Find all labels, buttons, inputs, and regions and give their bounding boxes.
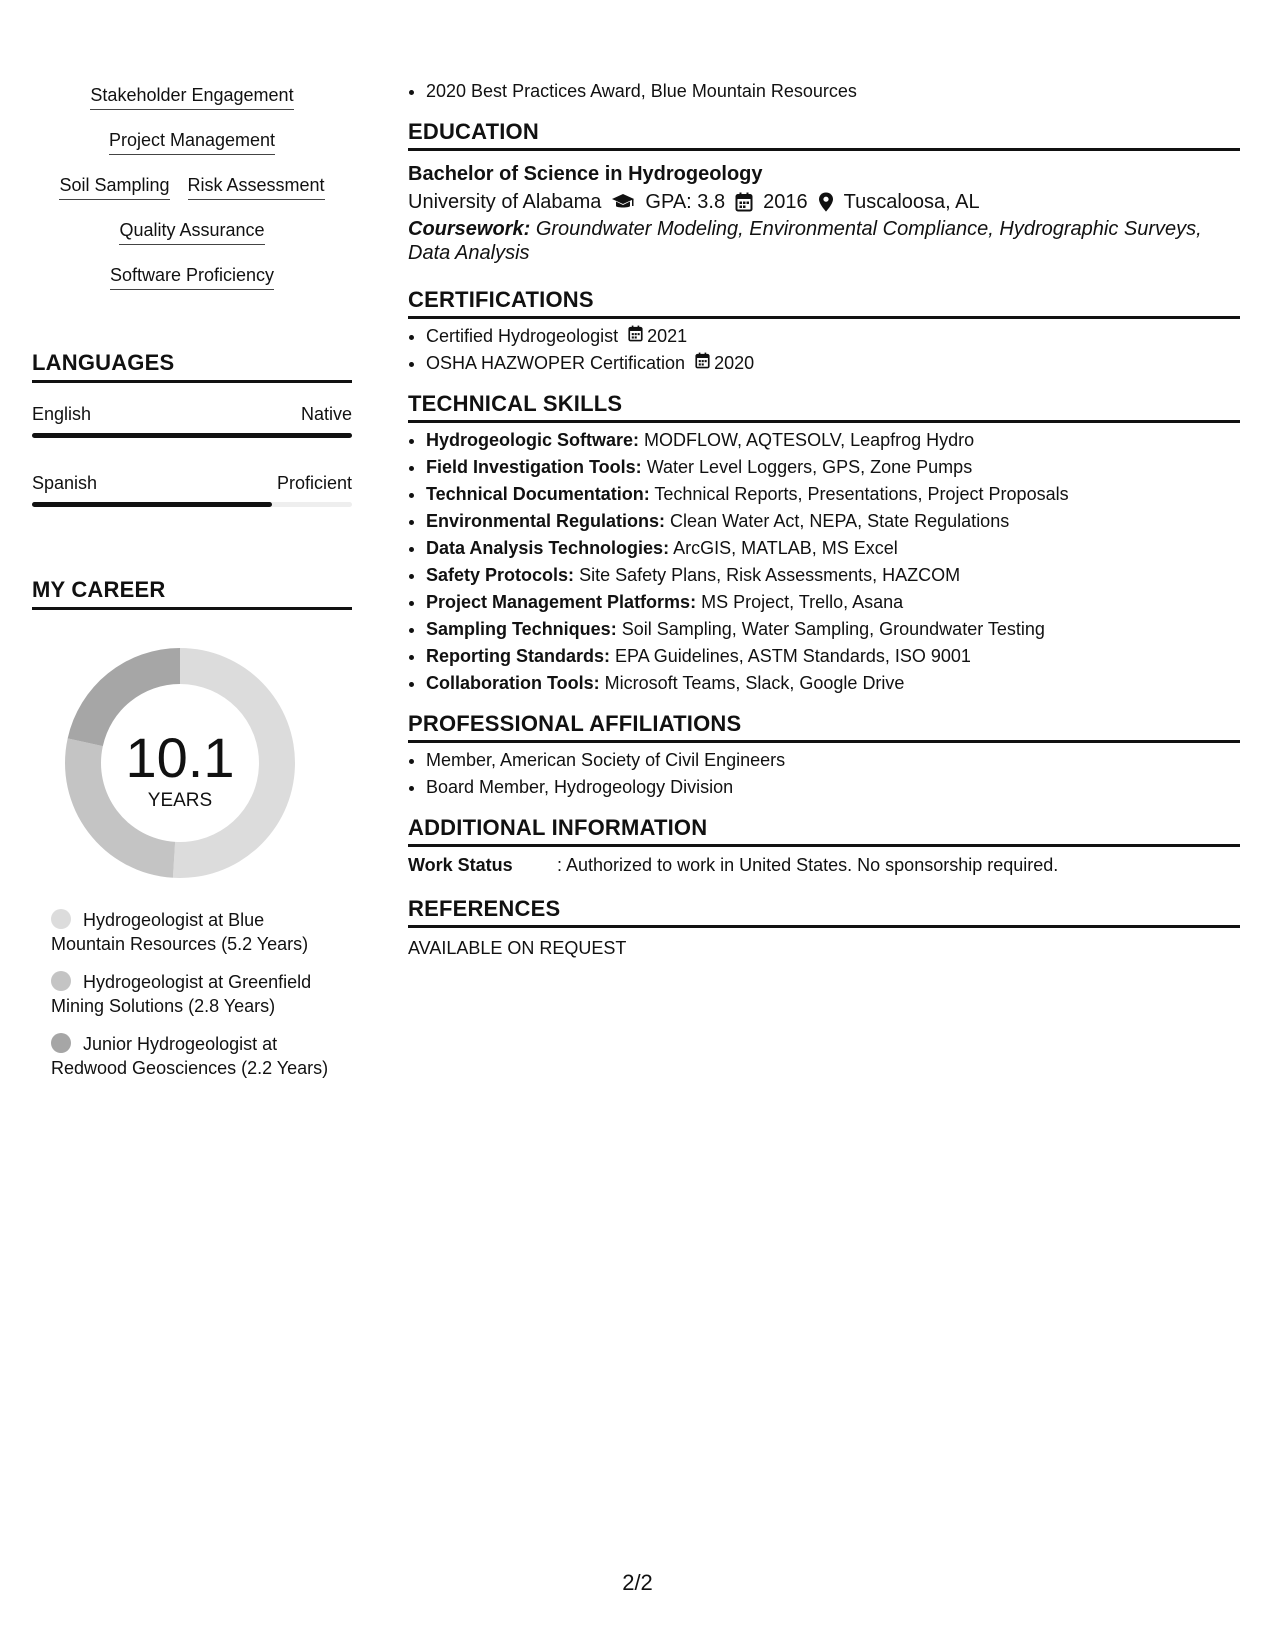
skill-value: Microsoft Teams, Slack, Google Drive [604,673,905,693]
education-details [408,187,1240,217]
work-status [408,855,1240,876]
skill-value: Technical Reports, Presentations, Project Proposals [654,484,1069,504]
skill-tag: Quality Assurance [119,219,264,245]
affiliations-title: PROFESSIONAL AFFILIATIONS [408,711,1240,743]
skill-value: MS Project, Trello, Asana [701,592,904,612]
calendar-icon [735,192,753,212]
degree: Bachelor of Science in Hydrogeology [408,163,763,185]
technical-skills-list [408,427,1240,697]
skill-label: Field Investigation Tools: [426,457,642,477]
legend-item [51,1032,341,1080]
languages-section [32,350,352,507]
languages-title: LANGUAGES [32,350,352,383]
references-text: AVAILABLE ON REQUEST [408,938,627,958]
gpa: GPA: 3.8 [645,191,726,213]
skill-label: Safety Protocols: [426,565,575,585]
certification-item [426,350,1240,377]
technical-skill-item [426,670,1240,697]
language-item [32,472,352,507]
coursework [408,217,1240,265]
language-bar-fill [32,502,272,507]
skill-value: Site Safety Plans, Risk Assessments, HAZCOM [579,565,961,585]
school-location: Tuscaloosa, AL [843,191,980,213]
legend-dot [51,971,71,991]
map-pin-icon [818,192,834,212]
technical-skills-title: TECHNICAL SKILLS [408,391,1240,423]
skill-label: Sampling Techniques: [426,619,617,639]
technical-skill-item [426,616,1240,643]
language-name: English [32,404,92,424]
legend-item [51,908,341,956]
affiliations-list [408,747,1240,801]
award-item: • 2020 Best Practices Award, Blue Mountain Resources [426,78,1240,105]
right-column [408,78,1240,959]
graduation-year: 2016 [763,191,808,213]
awards-list [408,78,1240,105]
career-title: MY CAREER [32,577,352,610]
technical-skill-item [426,562,1240,589]
skills-list [32,84,352,309]
technical-skill-item [426,535,1240,562]
references-title: REFERENCES [408,896,1240,928]
coursework-label: Coursework: [408,218,531,240]
coursework-list: Groundwater Modeling, Environmental Compliance, Hydrographic Surveys, Data Analysis [408,218,1202,264]
skill-value: EPA Guidelines, ASTM Standards, ISO 9001 [615,646,971,666]
legend-label: Hydrogeologist at Blue Mountain Resources (5.2 Years) [51,910,309,954]
legend-item [51,970,341,1018]
career-unit: YEARS [147,790,213,811]
legend-label: Junior Hydrogeologist at Redwood Geosciences (2.2 Years) [51,1034,329,1078]
skill-value: MODFLOW, AQTESOLV, Leapfrog Hydro [644,430,975,450]
technical-skill-item [426,427,1240,454]
skill-tag: Stakeholder Engagement [90,84,293,110]
language-bar-fill [32,433,352,438]
certification-year: 2021 [647,326,688,346]
skill-value: Water Level Loggers, GPS, Zone Pumps [646,457,973,477]
left-column [32,84,352,1094]
technical-skill-item [426,643,1240,670]
page-number: 2/2 [622,1570,653,1595]
technical-skill-item [426,508,1240,535]
certification-item [426,323,1240,350]
technical-skill-item [426,589,1240,616]
language-level: Proficient [276,473,352,493]
career-donut-chart [65,648,295,878]
certification-name: OSHA HAZWOPER Certification [426,353,686,373]
graduation-cap-icon [611,193,635,211]
legend-dot [51,1033,71,1053]
school-name: University of Alabama [408,191,602,213]
language-name: Spanish [32,473,98,493]
skill-label: Hydrogeologic Software: [426,430,640,450]
language-level: Native [300,404,352,424]
skill-label: Project Management Platforms: [426,592,697,612]
skill-tag: Soil Sampling [59,174,169,200]
skill-value: Soil Sampling, Water Sampling, Groundwater Testing [621,619,1045,639]
career-total: 10.1 [125,726,235,789]
career-section [32,577,352,1080]
affiliation-item: • Member, American Society of Civil Engineers [426,747,1240,774]
skill-tag: Software Proficiency [110,264,274,290]
work-status-label: Work Status [408,855,513,875]
education-title: EDUCATION [408,119,1240,151]
work-status-value: : Authorized to work in United States. No sponsorship required. [557,855,1059,875]
skill-tag: Project Management [109,129,275,155]
skill-label: Environmental Regulations: [426,511,666,531]
skill-tag: Risk Assessment [188,174,325,200]
certification-name: Certified Hydrogeologist [426,326,619,346]
language-item [32,403,352,438]
certification-year: 2020 [714,353,755,373]
legend-label: Hydrogeologist at Greenfield Mining Solutions (2.8 Years) [51,972,312,1016]
technical-skill-item [426,454,1240,481]
language-bar [32,502,352,507]
language-bar [32,433,352,438]
skill-value: ArcGIS, MATLAB, MS Excel [673,538,898,558]
calendar-icon [695,350,710,377]
skill-label: Technical Documentation: [426,484,650,504]
technical-skill-item [426,481,1240,508]
certifications-list [408,323,1240,377]
skill-value: Clean Water Act, NEPA, State Regulations [670,511,1010,531]
certifications-title: CERTIFICATIONS [408,287,1240,319]
affiliation-item: • Board Member, Hydrogeology Division [426,774,1240,801]
calendar-icon [628,323,643,350]
skill-label: Collaboration Tools: [426,673,600,693]
skill-label: Reporting Standards: [426,646,611,666]
skill-label: Data Analysis Technologies: [426,538,670,558]
legend-dot [51,909,71,929]
career-legend [51,908,341,1080]
additional-info-title: ADDITIONAL INFORMATION [408,815,1240,847]
